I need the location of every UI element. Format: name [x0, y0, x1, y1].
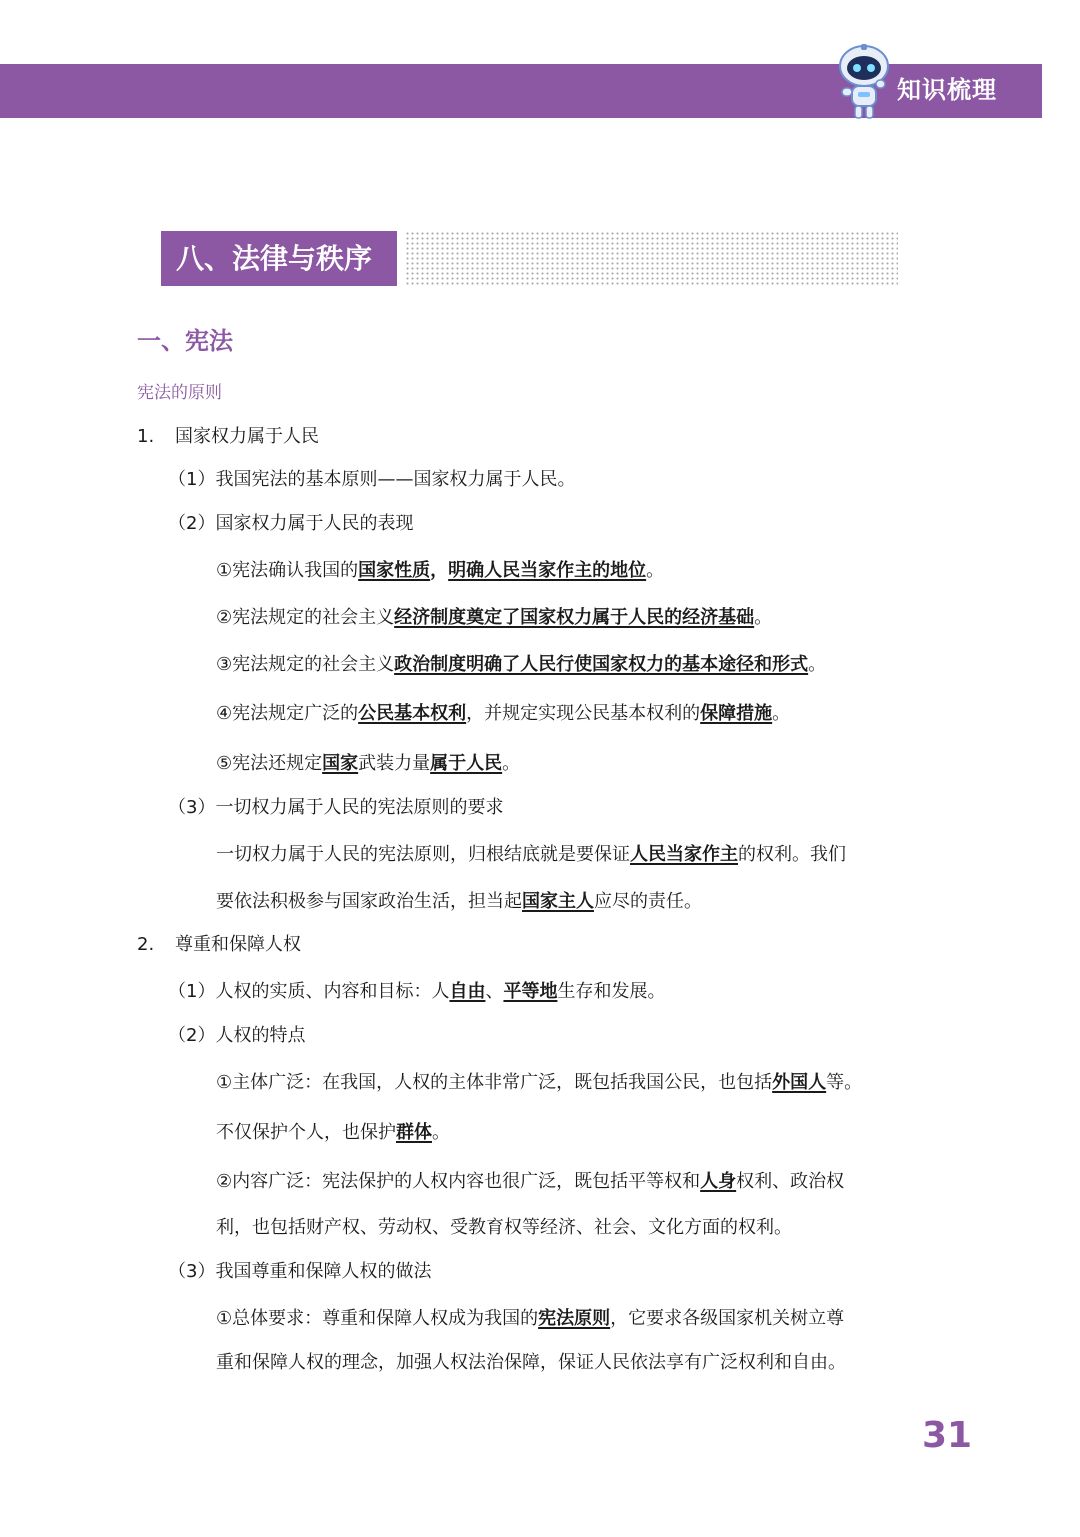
- text: ③宪法规定的社会主义: [216, 654, 395, 675]
- key-term: 保障措施: [700, 703, 773, 724]
- text: ，并规定实现公民基本权利的: [466, 703, 701, 724]
- text: 。: [772, 703, 791, 724]
- paragraph-line: [216, 1169, 844, 1195]
- subitem-1-2: （2）国家权力属于人民的表现: [168, 513, 414, 534]
- paragraph-line: [216, 1120, 450, 1146]
- text: 。: [646, 560, 665, 581]
- text: 应尽的责任。: [594, 891, 702, 912]
- point-2: [216, 605, 772, 631]
- text: ①主体广泛：在我国，人权的主体非常广泛，既包括我国公民，也包括: [216, 1072, 773, 1093]
- text: ，它要求各级国家机关树立尊: [610, 1308, 845, 1329]
- subitem-1-1: （1）我国宪法的基本原则——国家权力属于人民。: [168, 469, 576, 490]
- dotted-decoration: [405, 231, 898, 286]
- paragraph-line: [216, 1070, 862, 1096]
- banner-title: 知识梳理: [897, 76, 997, 104]
- robot-mascot-icon: [834, 44, 894, 120]
- key-term: 属于人民: [430, 753, 503, 774]
- key-term: 外国人: [772, 1072, 827, 1093]
- section-title: 一、宪法: [137, 327, 233, 355]
- text: ⑤宪法还规定: [216, 753, 323, 774]
- paragraph-line: 利，也包括财产权、劳动权、受教育权等经济、社会、文化方面的权利。: [216, 1217, 792, 1238]
- point-1: [216, 558, 664, 584]
- key-term: 国家主人: [522, 891, 594, 912]
- key-term: 明确人民当家作主的地位: [448, 560, 647, 581]
- page-number: 31: [922, 1415, 973, 1456]
- text: （1）人权的实质、内容和目标：人: [168, 981, 450, 1002]
- subitem-1-3: （3）一切权力属于人民的宪法原则的要求: [168, 797, 504, 818]
- key-term: 国家性质: [358, 560, 431, 581]
- point-4: [216, 701, 790, 727]
- text: 生存和发展。: [557, 981, 666, 1002]
- key-term: 平等地: [503, 981, 558, 1002]
- list-item-2: [137, 932, 301, 958]
- text: 要依法积极参与国家政治生活，担当起: [216, 891, 522, 912]
- text: ①总体要求：尊重和保障人权成为我国的: [216, 1308, 539, 1329]
- text: ②宪法规定的社会主义: [216, 607, 395, 628]
- list-label: 国家权力属于人民: [175, 426, 319, 447]
- key-term: 经济制度奠定了国家权力属于人民的经济基础: [394, 607, 755, 628]
- text: 。: [808, 654, 827, 675]
- chapter-title: 八、法律与秩序: [161, 231, 397, 286]
- paragraph-line: [216, 842, 846, 868]
- key-term: 人身: [700, 1171, 737, 1192]
- text: ，: [430, 560, 449, 581]
- paragraph-line: [216, 889, 702, 915]
- text: ④宪法规定广泛的: [216, 703, 359, 724]
- paragraph-line: [216, 1306, 844, 1332]
- key-term: 公民基本权利: [358, 703, 467, 724]
- list-number: 2.: [137, 934, 155, 955]
- text: 武装力量: [358, 753, 431, 774]
- text: 。: [754, 607, 773, 628]
- key-term: 人民当家作主: [630, 844, 738, 865]
- list-number: 1.: [137, 426, 155, 447]
- key-term: 群体: [396, 1122, 432, 1143]
- key-term: 宪法原则: [538, 1308, 611, 1329]
- text: ①宪法确认我国的: [216, 560, 359, 581]
- text: 。: [502, 753, 521, 774]
- key-term: 国家: [322, 753, 359, 774]
- paragraph-line: 重和保障人权的理念，加强人权法治保障，保证人民依法享有广泛权利和自由。: [216, 1352, 846, 1373]
- point-3: [216, 652, 826, 678]
- text: ②内容广泛：宪法保护的人权内容也很广泛，既包括平等权和: [216, 1171, 701, 1192]
- key-term: 自由: [449, 981, 486, 1002]
- subitem-2-1: [168, 979, 665, 1005]
- list-label: 尊重和保障人权: [175, 934, 301, 955]
- list-item-1: [137, 424, 319, 450]
- text: 等。: [826, 1072, 863, 1093]
- text: 、: [485, 981, 504, 1002]
- text: 权利、政治权: [736, 1171, 845, 1192]
- subitem-2-3: （3）我国尊重和保障人权的做法: [168, 1261, 432, 1282]
- text: 一切权力属于人民的宪法原则，归根结底就是要保证: [216, 844, 630, 865]
- text: 。: [432, 1122, 450, 1143]
- point-5: [216, 751, 520, 777]
- subitem-2-2: （2）人权的特点: [168, 1025, 306, 1046]
- text: 的权利。我们: [738, 844, 846, 865]
- text: 不仅保护个人，也保护: [216, 1122, 396, 1143]
- key-term: 政治制度明确了人民行使国家权力的基本途径和形式: [394, 654, 809, 675]
- section-subtitle: 宪法的原则: [137, 383, 222, 403]
